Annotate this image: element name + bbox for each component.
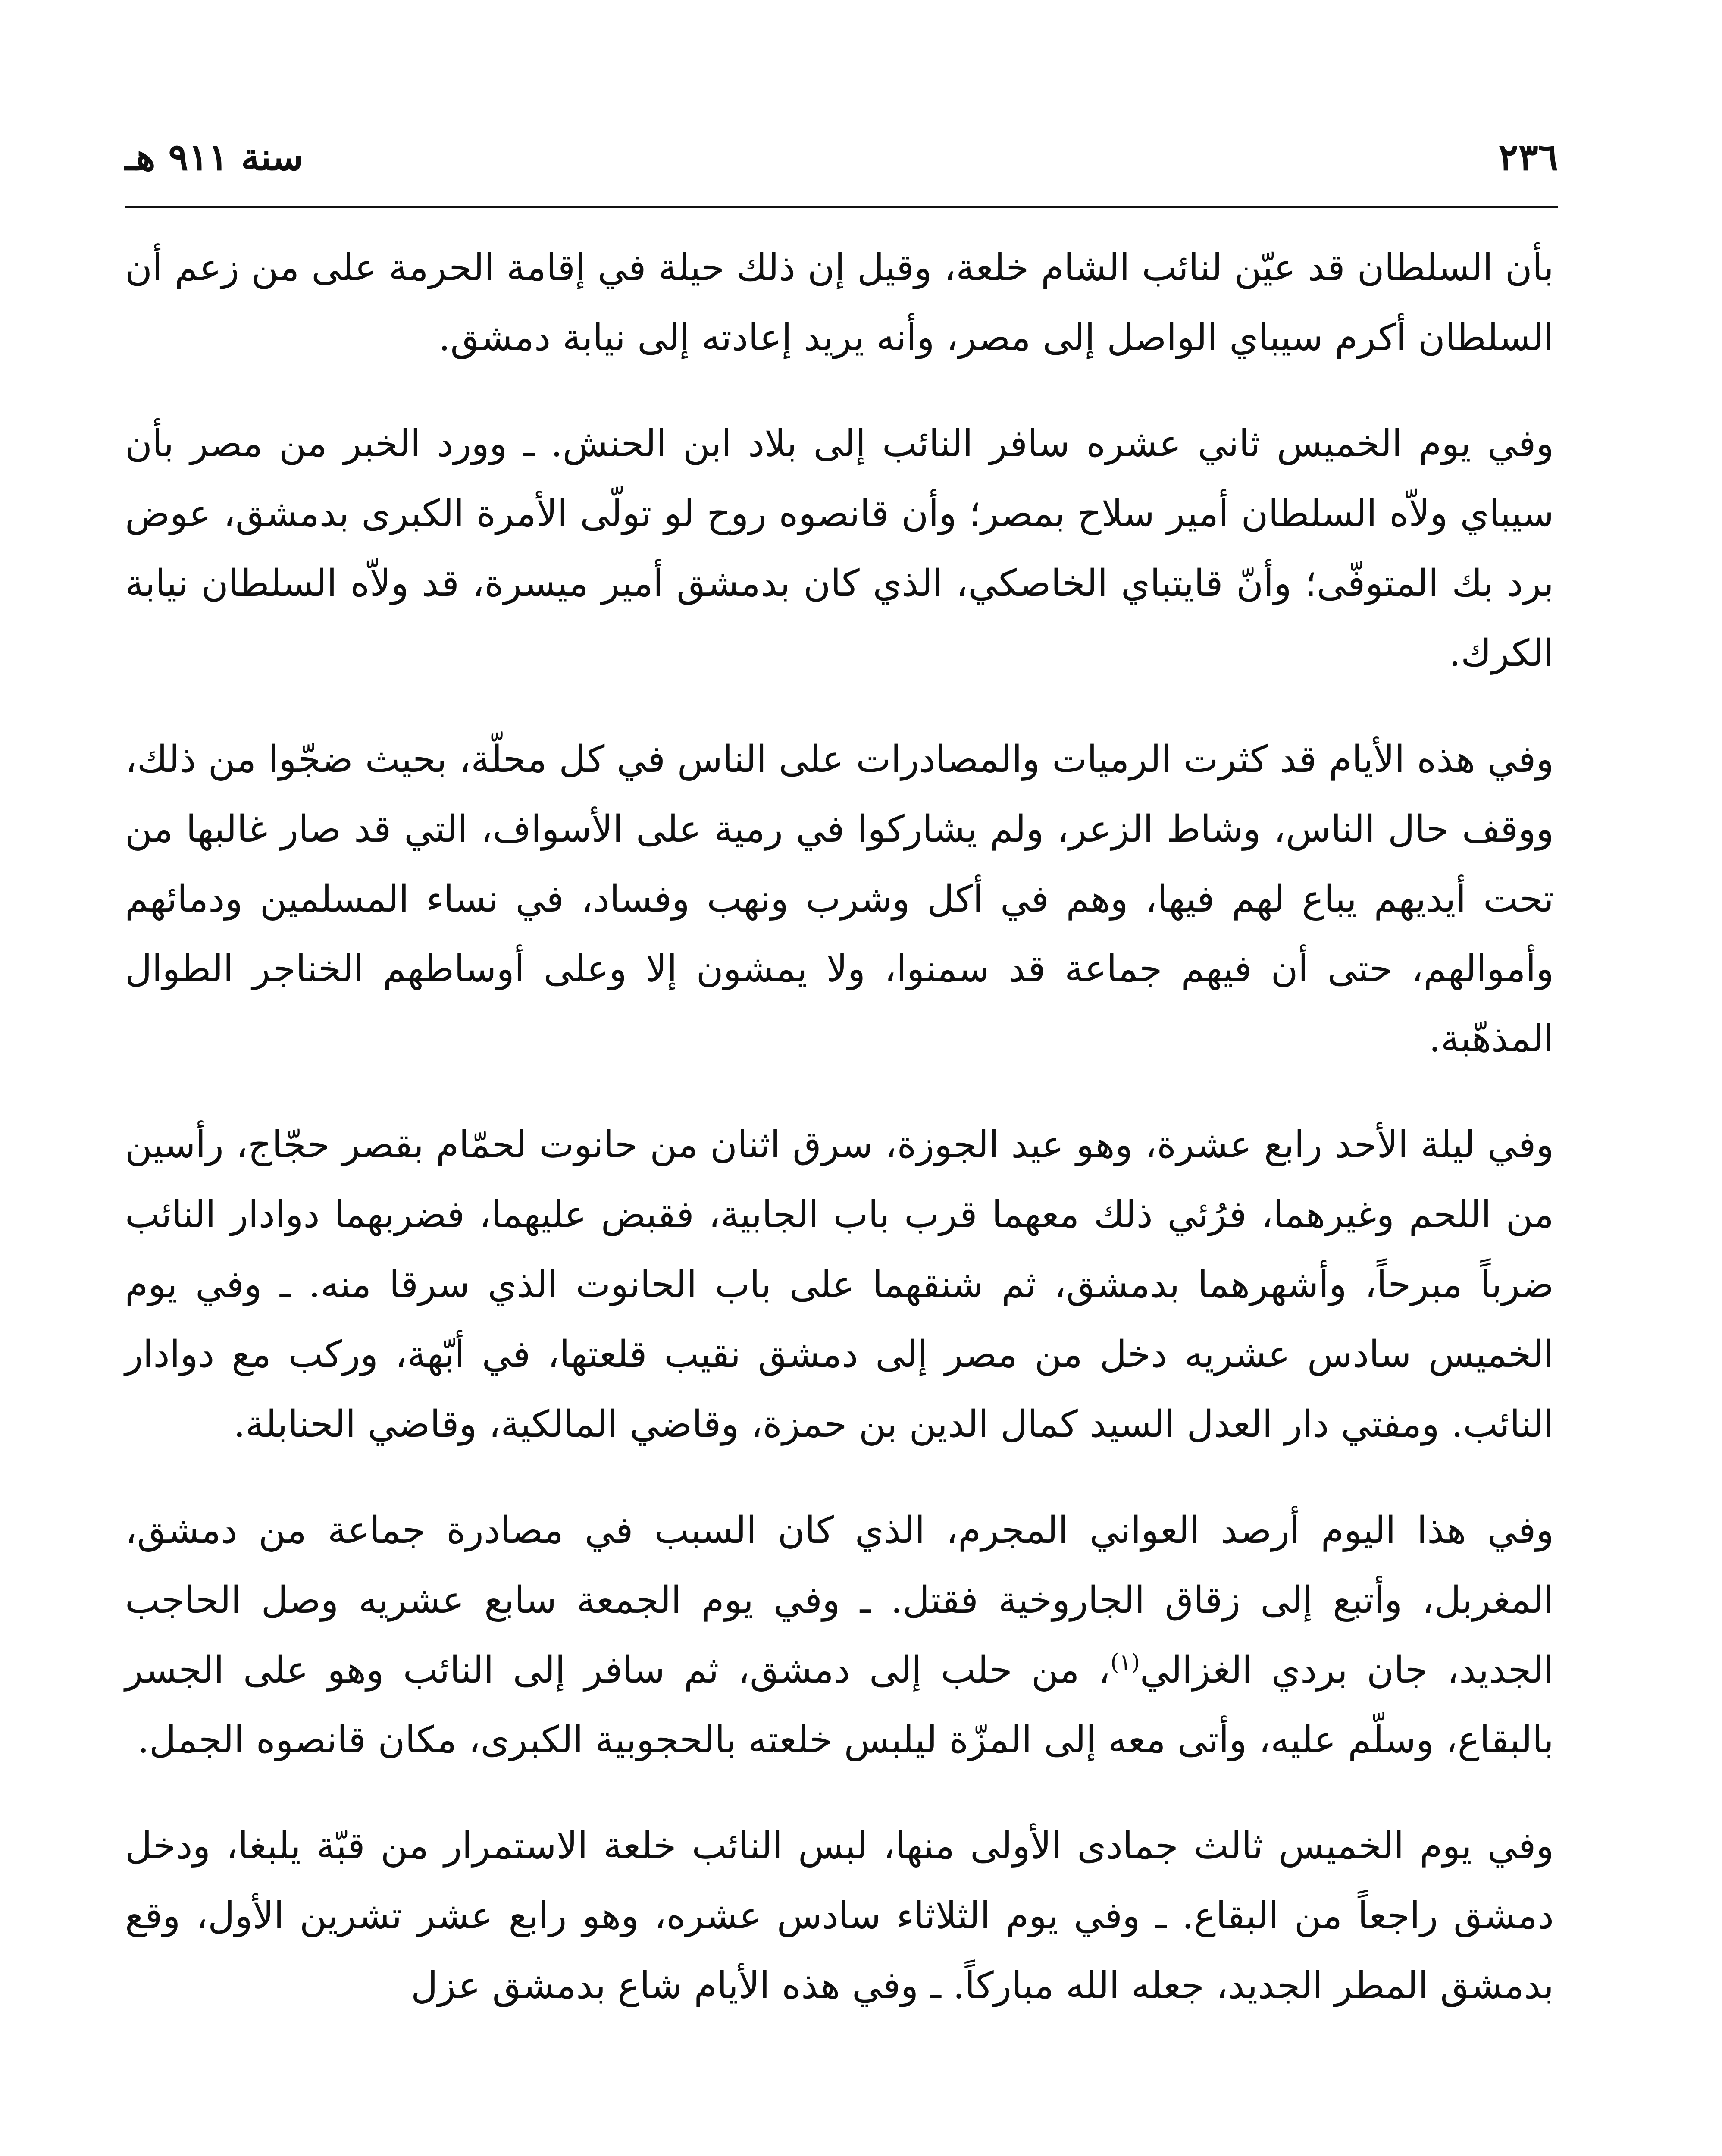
header-rule [125,206,1558,208]
running-head: سنة ٩١١ هـ [125,135,304,179]
page-number: ٢٣٦ [1498,135,1558,179]
paragraph: وفي يوم الخميس ثالث جمادى الأولى منها، لبس النائب خلعة الاستمرار من قبّة يلبغا، ودخل دمشق راجعاً من البقاع. ـ وفي يوم الثلاثاء سادس عشره، وهو رابع عشر تشرين الأول، وقع بدمشق المطر الجديد، جعله الله مباركاً. ـ وفي هذه الأيام شاع بدمشق عزل [125,1824,1554,2007]
page-header [125,129,1558,194]
paragraph: وفي هذه الأيام قد كثرت الرميات والمصادرات على الناس في كل محلّة، بحيث ضجّوا من ذلك، ووقف حال الناس، وشاط الزعر، ولم يشاركوا في رمية على الأسواف، التي قد صار غالبها من تحت أيديهم يباع لهم فيها، وهم في أكل وشرب ونهب وفساد، في نساء المسلمين ودمائهم وأموالهم، حتى أن فيهم جماعة قد سمنوا، ولا يمشون إلا وعلى أوساطهم الخناجر الطوال المذهّبة. [125,738,1554,1060]
paragraph: بأن السلطان قد عيّن لنائب الشام خلعة، وقيل إن ذلك حيلة في إقامة الحرمة على من زعم أن السلطان أكرم سيباي الواصل إلى مصر، وأنه يريد إعادته إلى نيابة دمشق. [125,246,1554,359]
paragraph: وفي يوم الخميس ثاني عشره سافر النائب إلى بلاد ابن الحنش. ـ وورد الخبر من مصر بأن سيباي ولاّه السلطان أمير سلاح بمصر؛ وأن قانصوه روح لو تولّى الأمرة الكبرى بدمشق، عوض برد بك المتوفّى؛ وأنّ قايتباي الخاصكي، الذي كان بدمشق أمير ميسرة، قد ولاّه السلطان نيابة الكرك. [125,422,1554,675]
paragraph-text: وفي هذا اليوم أرصد العواني المجرم، الذي كان السبب في مصادرة جماعة من دمشق، المغربل، وأتبع إلى زقاق الجاروخية فقتل. ـ وفي يوم الجمعة سابع عشريه وصل الحاجب الجديد، جان بردي الغزالي [125,1509,1554,1692]
footnote-reference: (١) [1110,1649,1140,1676]
paragraph [125,1495,1554,1775]
body-text [125,233,1554,2057]
paragraph-text: ، من حلب إلى دمشق، ثم سافر إلى النائب وهو على الجسر بالبقاع، وسلّم عليه، وأتى معه إلى المزّة ليلبس خلعته بالحجوبية الكبرى، مكان قانصوه الجمل. [125,1648,1554,1761]
paragraph: وفي ليلة الأحد رابع عشرة، وهو عيد الجوزة، سرق اثنان من حانوت لحمّام بقصر حجّاج، رأسين من اللحم وغيرهما، فرُئي ذلك معهما قرب باب الجابية، فقبض عليهما، فضربهما دوادار النائب ضرباً مبرحاً، وأشهرهما بدمشق، ثم شنقهما على باب الحانوت الذي سرقا منه. ـ وفي يوم الخميس سادس عشريه دخل من مصر إلى دمشق نقيب قلعتها، في أبّهة، وركب مع دوادار النائب. ومفتي دار العدل السيد كمال الدين بن حمزة، وقاضي المالكية، وقاضي الحنابلة. [125,1123,1554,1446]
